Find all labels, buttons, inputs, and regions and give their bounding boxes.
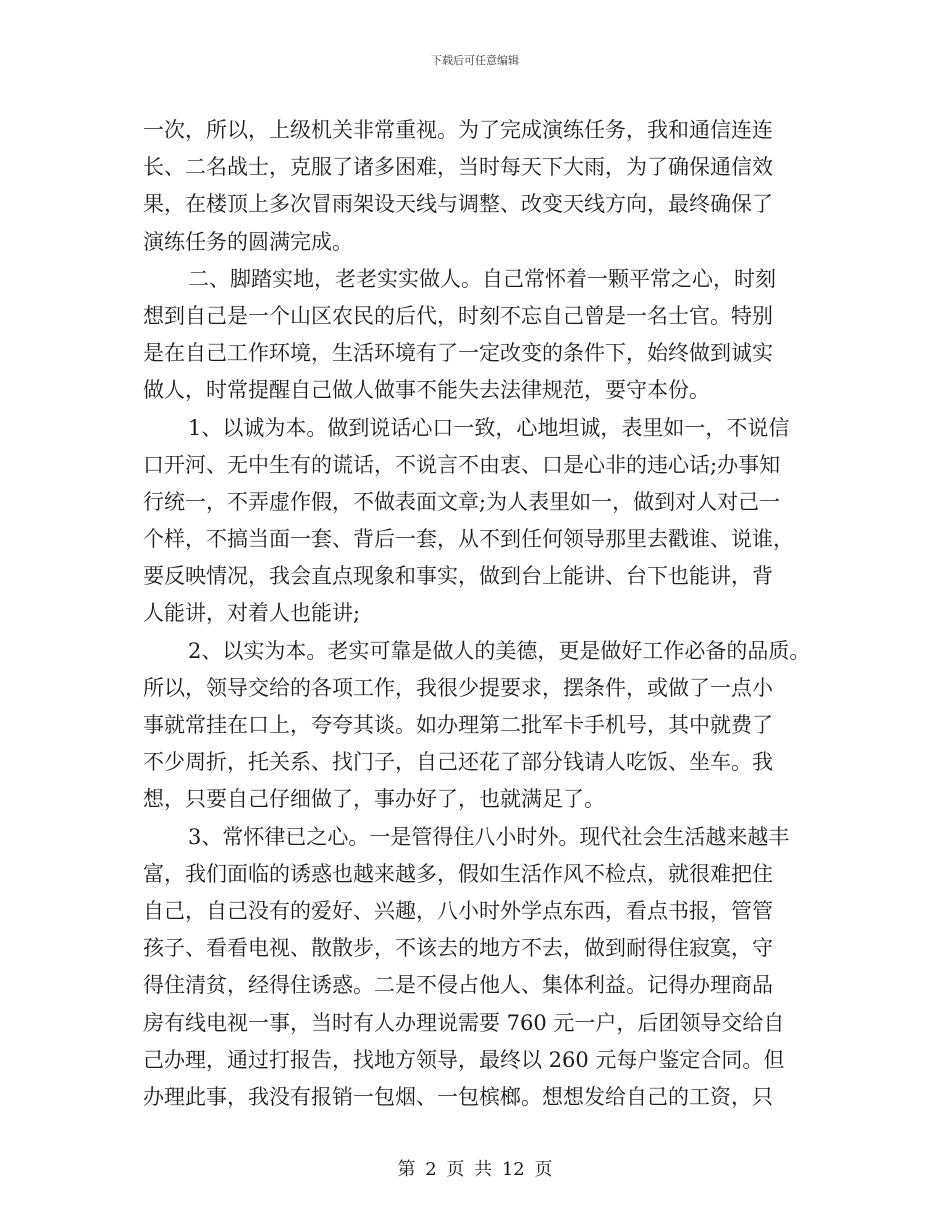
text-line: 人能讲，对着人也能讲; — [143, 601, 361, 626]
text-line: 2、以实为本。老实可靠是做人的美德，更是做好工作必备的品质。 — [188, 638, 811, 663]
text-line: 演练任务的圆满完成。 — [143, 229, 353, 254]
text-line: 行统一，不弄虚作假，不做表面文章;为人表里如一，做到对人对己一 — [143, 489, 781, 514]
text-line: 己办理，通过打报告，找地方领导，最终以 260 元每户鉴定合同。但 — [143, 1047, 785, 1072]
text-line: 富，我们面临的诱惑也越来越多，假如生活作风不检点，就很难把住 — [143, 861, 773, 886]
text-line: 自己，自己没有的爱好、兴趣，八小时外学点东西，看点书报，管管 — [143, 898, 773, 923]
text-line: 3、常怀律已之心。一是管得住八小时外。现代社会生活越来越丰 — [188, 824, 790, 849]
text-line: 做人，时常提醒自己做人做事不能失去法律规范，要守本份。 — [143, 378, 710, 403]
document-body — [143, 112, 833, 1116]
text-line: 想，只要自己仔细做了，事办好了，也就满足了。 — [143, 787, 605, 812]
text-line: 是在自己工作环境，生活环境有了一定改变的条件下，始终做到诚实 — [143, 341, 773, 366]
text-line: 长、二名战士，克服了诸多困难，当时每天下大雨，为了确保通信效 — [143, 155, 773, 180]
text-line: 要反映情况，我会直点现象和事实，做到台上能讲、台下也能讲，背 — [143, 564, 773, 589]
text-line: 个样，不搞当面一套、背后一套，从不到任何领导那里去戳谁、说谁， — [143, 527, 794, 552]
text-line: 房有线电视一事，当时有人办理说需要 760 元一户，后团领导交给自 — [143, 1010, 785, 1035]
text-line: 不少周折，托关系、找门子，自己还花了部分钱请人吃饭、坐车。我 — [143, 750, 773, 775]
text-line: 得住清贫，经得住诱惑。二是不侵占他人、集体利益。记得办理商品 — [143, 973, 773, 998]
text-line: 1、以诚为本。做到说话心口一致，心地坦诚，表里如一，不说信 — [188, 415, 790, 440]
text-line: 所以，领导交给的各项工作，我很少提要求，摆条件，或做了一点小 — [143, 675, 773, 700]
text-line: 二、脚踏实地，老老实实做人。自己常怀着一颗平常之心，时刻 — [188, 266, 776, 291]
text-line: 口开河、无中生有的谎话，不说言不由衷、口是心非的违心话;办事知 — [143, 452, 781, 477]
text-line: 孩子、看看电视、散散步，不该去的地方不去，做到耐得住寂寞，守 — [143, 936, 773, 961]
page-number-footer: 第 2 页 共 12 页 — [397, 1159, 553, 1180]
text-line: 想到自己是一个山区农民的后代，时刻不忘自己曾是一名士官。特别 — [143, 303, 773, 328]
page-header: 下载后可任意编辑 — [431, 54, 519, 67]
text-line: 一次，所以，上级机关非常重视。为了完成演练任务，我和通信连连 — [143, 118, 773, 142]
text-line: 果，在楼顶上多次冒雨架设天线与调整、改变天线方向，最终确保了 — [143, 192, 773, 217]
text-line: 办理此事，我没有报销一包烟、一包槟榔。想想发给自己的工资，只 — [143, 1084, 773, 1109]
text-line: 事就常挂在口上，夸夸其谈。如办理第二批军卡手机号，其中就费了 — [143, 713, 773, 737]
